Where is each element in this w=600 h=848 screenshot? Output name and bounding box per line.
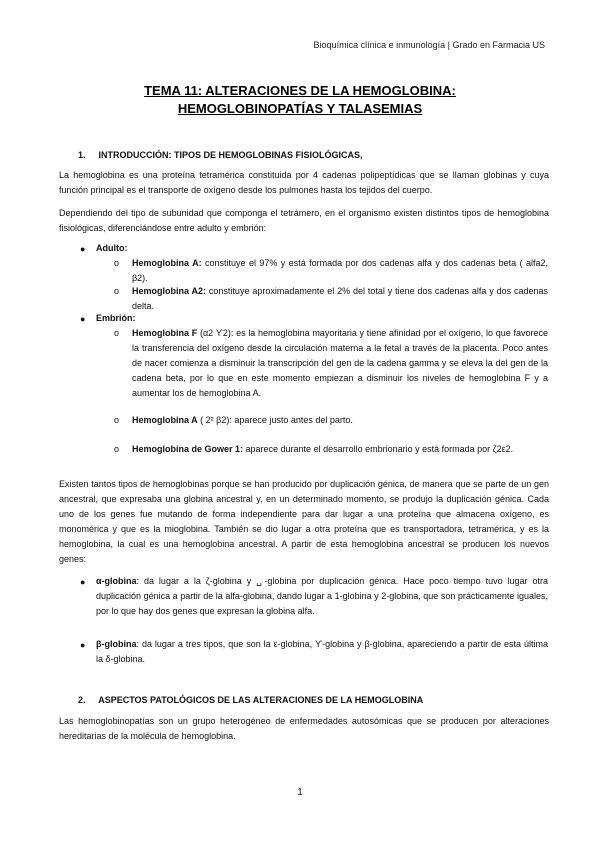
hba-embryo-name: Hemoglobina A — [132, 415, 198, 425]
gower-text: aparece durante el desarrollo embrionario y está formada por ζ2ε2. — [243, 444, 514, 454]
gene-alpha — [96, 574, 548, 619]
adult-label: Adulto: — [96, 243, 128, 253]
gower-name: Hemoglobina de Gower 1: — [132, 444, 244, 454]
gene-beta — [96, 637, 548, 667]
bullet-dot-icon: ● — [80, 244, 86, 254]
section-2-title: ASPECTOS PATOLÓGICOS DE LAS ALTERACIONES DE LA HEMOGLOBINA — [98, 695, 424, 705]
beta-globin-name: β-globina — [96, 639, 137, 649]
section-2-number: 2. — [78, 695, 86, 705]
circle-bullet-icon: o — [114, 444, 120, 454]
circle-bullet-icon: o — [114, 286, 120, 296]
alpha-globin-name: α-globina — [96, 576, 137, 586]
hbf-text: (α2 ϒ2): es la hemoglobina mayoritaria y tiene afinidad por el oxígeno, lo que favorece la transferencia del oxígeno desde la circulación materna a la fetal a través de la placenta. Poco antes de nacer comienza a disminuir la transcripción del gen de la cadena gamma y se eleva la del gen de la cadena beta, por lo que en este momento empiezan a disminuir los niveles de hemoglobina F y a aumentar los de hemoglobina A. — [132, 328, 548, 398]
hba2-text: constituye aproximadamente el 2% del total y tiene dos cadenas alfa y dos cadenas delta. — [132, 286, 548, 311]
hba-text: constituye el 97% y está formada por dos cadenas alfa y dos cadenas beta ( alfa2, β2). — [132, 258, 548, 283]
page-number: 1 — [297, 787, 303, 798]
adult-item-hba — [132, 256, 548, 286]
running-header: Bioquímica clínica e inmunología | Grado en Farmacia US — [313, 40, 545, 50]
alpha-globin-text: : da lugar a la ζ-globina y ␣-globina por duplicación génica. Hace poco tiempo tuvo lugar otra duplicación génica a partir de la alfa-globina, dando lugar a 1-globina y 2-globina, que son prácticamente iguales, por lo que hay dos genes que expresan la globina alfa. — [96, 576, 548, 616]
circle-bullet-icon: o — [114, 328, 120, 338]
section-1-number: 1. — [78, 150, 86, 160]
section-1-heading — [78, 150, 363, 160]
adult-item-hba2 — [132, 284, 548, 314]
subunit-paragraph: Dependiendo del tipo de subunidad que componga el tetrámero, en el organismo existen distintos tipos de hemoglobina fisiológicas, diferenciándose entre adulto y embrión: — [59, 208, 549, 233]
duplication-paragraph: Existen tantos tipos de hemoglobinas porque se han producido por duplicación génica, de manera que se parte de un gen ancestral, que expresaba una globina ancestral y, en un determinado momento, se produjo la duplicación génica. Cada uno de los genes fue mutando de forma independiente para dar lugar a una proteína que almacena oxígeno, es monomérica y que es la mioglobina. También se dio lugar a otra proteína que es transportadora, tetramérica, y es la hemoglobina, la cual es una hemoglobina ancestral. A partir de esta hemoglobina ancestral se producen los nuevos genes: — [59, 479, 549, 564]
hba2-name: Hemoglobina A2: — [132, 286, 207, 296]
title-line-2: HEMOGLOBINOPATÍAS Y TALASEMIAS — [177, 101, 423, 116]
section-2-heading — [78, 695, 423, 705]
circle-bullet-icon: o — [114, 415, 120, 425]
hemoglobinopathies-paragraph: Las hemoglobinopatías son un grupo heterogéneo de enfermedades autosómicas que se producen por alteraciones hereditarias de la molécula de hemoglobina. — [59, 716, 549, 741]
embryo-item-gower — [132, 442, 548, 457]
embryo-item-hbf — [132, 326, 548, 401]
bullet-dot-icon: ● — [80, 314, 86, 324]
intro-paragraph: La hemoglobina es una proteína tetramérica constituida por 4 cadenas polipeptídicas que se llaman globinas y cuya función principal es el transporte de oxígeno desde los pulmones hasta los tejidos del cuerpo. — [59, 170, 549, 195]
title-line-1: TEMA 11: ALTERACIONES DE LA HEMOGLOBINA: — [144, 83, 456, 98]
beta-globin-text: : da lugar a tres tipos, que son la ε-globina, ϒ-globina y β-globina, apareciendo a partir de esta última la δ-globina. — [96, 639, 548, 664]
section-1-title: INTRODUCCIÓN: TIPOS DE HEMOGLOBINAS FISIOLÓGICAS, — [98, 150, 363, 160]
embryo-item-hba — [132, 413, 548, 428]
embryo-label: Embrión: — [96, 313, 136, 323]
circle-bullet-icon: o — [114, 258, 120, 268]
hbf-name: Hemoglobina F — [132, 328, 198, 338]
hba-embryo-text: ( 2² β2): aparece justo antes del parto. — [197, 415, 353, 425]
bullet-dot-icon: ● — [80, 577, 86, 587]
hba-name: Hemoglobina A: — [132, 258, 202, 268]
bullet-dot-icon: ● — [80, 640, 86, 650]
